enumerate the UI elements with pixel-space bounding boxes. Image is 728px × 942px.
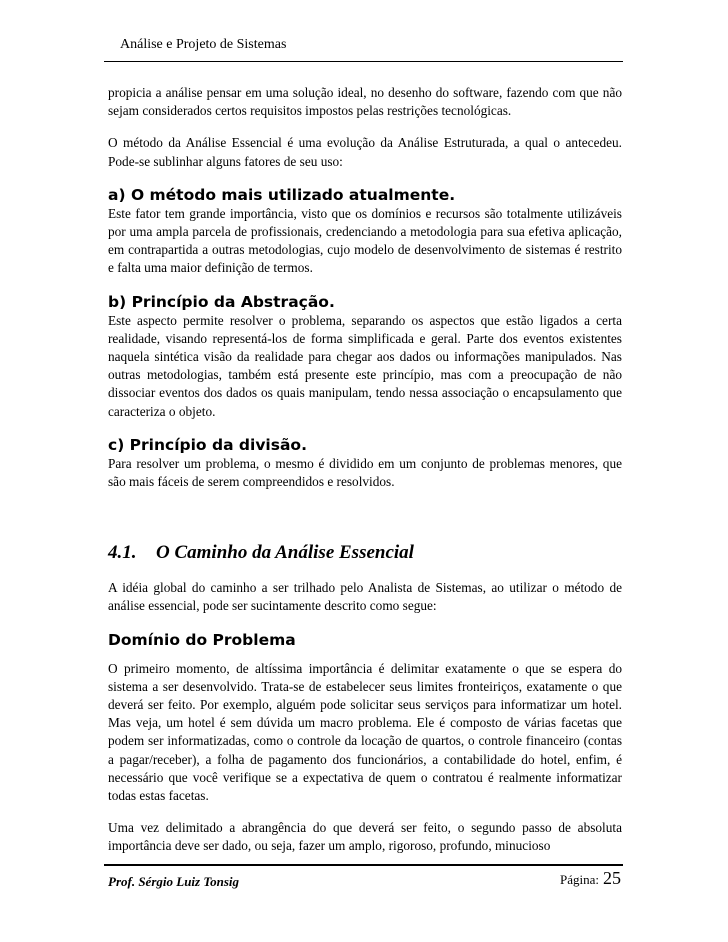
page-number: 25 xyxy=(603,868,621,888)
topic-heading: Domínio do Problema xyxy=(108,630,296,649)
footer-page xyxy=(560,868,621,889)
paragraph-division: Para resolver um problema, o mesmo é dividido em um conjunto de problemas menores, que são mais fáceis de serem compreendidos e resolvidos. xyxy=(108,455,622,490)
page-label: Página: xyxy=(560,872,599,887)
paragraph-domain-2: Uma vez delimitado a abrangência do que deverá ser feito, o segundo passo de absoluta importância deve ser dado, ou seja, fazer um amplo, rigoroso, profundo, minucioso xyxy=(108,820,622,854)
section-heading xyxy=(108,541,622,565)
page-content xyxy=(108,84,622,856)
page-header: Análise e Projeto de Sistemas xyxy=(120,37,287,52)
footer-author: Prof. Sérgio Luiz Tonsig xyxy=(108,874,239,889)
subheading-abstraction: b) Princípio da Abstração. xyxy=(108,292,335,311)
paragraph-domain-1: O primeiro momento, de altíssima importância é delimitar exatamente o que se espera do sistema a ser desenvolvido. Trata-se de estabelecer seus limites fronteiriços, exatamente o que deverá ser feito. Por exemplo, alguém pode solicitar seus serviços para informatizar um hotel. Mas veja, um hotel é sem dúvida um macro problema. Ele é composto de várias facetas que podem ser informatizadas, como o controle da locação de quartos, o controle financeiro (contas a pagar/receber), a folha de pagamento dos funcionários, a contabilidade do hotel, enfim, é necessário que você verifique se a expectativa de quem o contratou é realmente informatizar todas estas facetas. xyxy=(108,660,622,804)
paragraph-abstraction: Este aspecto permite resolver o problema, separando os aspectos que estão ligados a certa realidade, visando representá-los de forma simplificada e geral. Parte dos eventos existentes naquela sintética visão da realidade para chegar aos dados ou informações manipulados. Nas outras metodologias, também está presente este princípio, mas com a preocupação de não dissociar eventos dos dados os quais manipulam, tendo nessa associação o encapsulamento que caracteriza o objeto. xyxy=(108,312,622,419)
section-number: 4.1. xyxy=(108,542,137,564)
subheading-most-used: a) O método mais utilizado atualmente. xyxy=(108,185,456,204)
paragraph-method: O método da Análise Essencial é uma evolução da Análise Estruturada, a qual o antecedeu. Pode-se sublinhar alguns fatores de seu uso: xyxy=(108,135,622,169)
footer-divider xyxy=(104,864,623,866)
subheading-division: c) Princípio da divisão. xyxy=(108,435,307,454)
header-divider xyxy=(104,61,623,62)
section-title: O Caminho da Análise Essencial xyxy=(156,542,414,564)
paragraph-section-intro: A idéia global do caminho a ser trilhado pelo Analista de Sistemas, ao utilizar o método de análise essencial, pode ser sucintamente descrito como segue: xyxy=(108,580,622,614)
paragraph-intro: propicia a análise pensar em uma solução ideal, no desenho do software, fazendo com que não sejam considerados certos requisitos impostos pelas restrições tecnológicas. xyxy=(108,85,622,119)
paragraph-most-used: Este fator tem grande importância, visto que os domínios e recursos são totalmente utilizáveis por uma ampla parcela de profissionais, credenciando a metodologia para sua efetiva aplicação, em contrapartida a outras metodologias, cujo modelo de desenvolvimento de sistemas é restrito e falta uma maior definição de termos. xyxy=(108,205,622,276)
